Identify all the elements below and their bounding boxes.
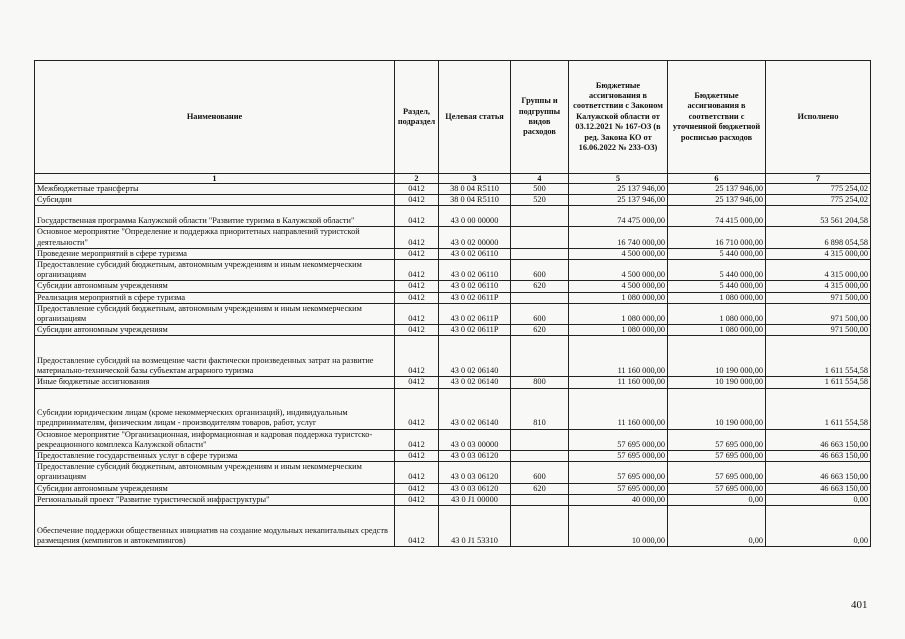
row-section-cell: 0412 — [395, 227, 439, 248]
row-group-cell — [511, 206, 569, 227]
page-number: 401 — [851, 599, 868, 611]
row-law-amount-cell: 4 500 000,00 — [569, 248, 668, 259]
row-roll-amount-cell: 0,00 — [668, 494, 766, 505]
table-row — [35, 184, 871, 195]
row-section-cell: 0412 — [395, 336, 439, 377]
table-row — [35, 388, 871, 429]
row-executed-amount-cell: 971 500,00 — [766, 325, 871, 336]
header-article: Целевая статья — [439, 61, 511, 174]
row-section-cell: 0412 — [395, 184, 439, 195]
row-article-cell: 43 0 02 00000 — [439, 227, 511, 248]
table-row — [35, 494, 871, 505]
table-row — [35, 377, 871, 388]
row-executed-amount-cell: 4 315 000,00 — [766, 248, 871, 259]
row-section-cell: 0412 — [395, 195, 439, 206]
row-section-cell: 0412 — [395, 388, 439, 429]
row-name-cell: Предоставление субсидий бюджетным, автономным учреждениям и иным некоммерческим организациям — [35, 303, 395, 324]
row-law-amount-cell: 25 137 946,00 — [569, 195, 668, 206]
row-executed-amount-cell: 46 663 150,00 — [766, 451, 871, 462]
row-section-cell: 0412 — [395, 451, 439, 462]
row-name-cell: Межбюджетные трансферты — [35, 184, 395, 195]
row-roll-amount-cell: 25 137 946,00 — [668, 184, 766, 195]
row-article-cell: 43 0 02 0611Р — [439, 325, 511, 336]
row-executed-amount-cell: 6 898 054,58 — [766, 227, 871, 248]
row-executed-amount-cell: 1 611 554,58 — [766, 377, 871, 388]
row-group-cell — [511, 451, 569, 462]
row-name-cell: Государственная программа Калужской области "Развитие туризма в Калужской области" — [35, 206, 395, 227]
row-name-cell: Предоставление субсидий на возмещение части фактически произведенных затрат на развитие материально-технической базы субъектам аграрного туризма — [35, 336, 395, 377]
row-law-amount-cell: 40 000,00 — [569, 494, 668, 505]
row-name-cell: Субсидии юридическим лицам (кроме некоммерческих организаций), индивидуальным предпринимателям, физическим лицам - производителям товаров, работ, услуг — [35, 388, 395, 429]
row-executed-amount-cell: 53 561 204,58 — [766, 206, 871, 227]
row-article-cell: 43 0 02 06140 — [439, 336, 511, 377]
row-group-cell — [511, 506, 569, 547]
row-roll-amount-cell: 57 695 000,00 — [668, 462, 766, 483]
row-group-cell: 500 — [511, 184, 569, 195]
row-executed-amount-cell: 971 500,00 — [766, 303, 871, 324]
table-row — [35, 195, 871, 206]
row-section-cell: 0412 — [395, 494, 439, 505]
row-roll-amount-cell: 5 440 000,00 — [668, 281, 766, 292]
row-law-amount-cell: 11 160 000,00 — [569, 377, 668, 388]
row-name-cell: Предоставление субсидий бюджетным, автономным учреждениям и иным некоммерческим организациям — [35, 462, 395, 483]
row-article-cell: 43 0 03 00000 — [439, 429, 511, 450]
table-row — [35, 506, 871, 547]
row-law-amount-cell: 57 695 000,00 — [569, 462, 668, 483]
row-section-cell: 0412 — [395, 281, 439, 292]
header-law-assignments: Бюджетные ассигнования в соответствии с Законом Калужской области от 03.12.2021 № 167-ОЗ (в ред. Закона КО от 16.06.2022 № 233-ОЗ) — [569, 61, 668, 174]
row-law-amount-cell: 1 080 000,00 — [569, 303, 668, 324]
row-group-cell: 620 — [511, 483, 569, 494]
row-name-cell: Субсидии автономным учреждениям — [35, 281, 395, 292]
row-roll-amount-cell: 74 415 000,00 — [668, 206, 766, 227]
row-article-cell: 43 0 02 06140 — [439, 388, 511, 429]
row-executed-amount-cell: 4 315 000,00 — [766, 281, 871, 292]
row-executed-amount-cell: 0,00 — [766, 494, 871, 505]
row-executed-amount-cell: 4 315 000,00 — [766, 260, 871, 281]
column-number: 1 — [35, 174, 395, 184]
table-row — [35, 206, 871, 227]
row-section-cell: 0412 — [395, 377, 439, 388]
row-executed-amount-cell: 1 611 554,58 — [766, 336, 871, 377]
row-name-cell: Обеспечение поддержки общественных инициатив на создание модульных некапитальных средств размещения (кемпингов и автокемпингов) — [35, 506, 395, 547]
row-article-cell: 43 0 02 06110 — [439, 260, 511, 281]
row-section-cell: 0412 — [395, 506, 439, 547]
row-group-cell: 810 — [511, 388, 569, 429]
row-article-cell: 38 0 04 R5110 — [439, 195, 511, 206]
header-executed: Исполнено — [766, 61, 871, 174]
column-number: 2 — [395, 174, 439, 184]
row-group-cell — [511, 248, 569, 259]
row-section-cell: 0412 — [395, 483, 439, 494]
header-roll-assignments: Бюджетные ассигнования в соответствии с уточненной бюджетной росписью расходов — [668, 61, 766, 174]
row-article-cell: 43 0 02 06140 — [439, 377, 511, 388]
row-name-cell: Основное мероприятие "Организационная, информационная и кадровая поддержка туристско-рекреационного комплекса Калужской области" — [35, 429, 395, 450]
table-row — [35, 483, 871, 494]
row-section-cell: 0412 — [395, 325, 439, 336]
row-law-amount-cell: 57 695 000,00 — [569, 429, 668, 450]
row-law-amount-cell: 16 740 000,00 — [569, 227, 668, 248]
row-law-amount-cell: 4 500 000,00 — [569, 260, 668, 281]
row-group-cell: 600 — [511, 303, 569, 324]
column-number: 4 — [511, 174, 569, 184]
column-number: 6 — [668, 174, 766, 184]
row-group-cell — [511, 292, 569, 303]
row-law-amount-cell: 57 695 000,00 — [569, 483, 668, 494]
row-article-cell: 43 0 00 00000 — [439, 206, 511, 227]
row-roll-amount-cell: 10 190 000,00 — [668, 336, 766, 377]
row-executed-amount-cell: 46 663 150,00 — [766, 483, 871, 494]
row-executed-amount-cell: 0,00 — [766, 506, 871, 547]
table-row — [35, 292, 871, 303]
row-executed-amount-cell: 775 254,02 — [766, 184, 871, 195]
row-article-cell: 38 0 04 R5110 — [439, 184, 511, 195]
row-roll-amount-cell: 16 710 000,00 — [668, 227, 766, 248]
table-row — [35, 227, 871, 248]
table-row — [35, 429, 871, 450]
row-roll-amount-cell: 1 080 000,00 — [668, 303, 766, 324]
row-law-amount-cell: 74 475 000,00 — [569, 206, 668, 227]
column-number: 7 — [766, 174, 871, 184]
row-article-cell: 43 0 02 06110 — [439, 248, 511, 259]
table-row — [35, 281, 871, 292]
row-roll-amount-cell: 0,00 — [668, 506, 766, 547]
row-law-amount-cell: 10 000,00 — [569, 506, 668, 547]
row-group-cell — [511, 429, 569, 450]
row-roll-amount-cell: 57 695 000,00 — [668, 483, 766, 494]
row-name-cell: Предоставление государственных услуг в сфере туризма — [35, 451, 395, 462]
row-executed-amount-cell: 46 663 150,00 — [766, 429, 871, 450]
row-group-cell — [511, 227, 569, 248]
row-group-cell: 800 — [511, 377, 569, 388]
row-article-cell: 43 0 02 06110 — [439, 281, 511, 292]
table-body — [35, 184, 871, 547]
row-group-cell: 600 — [511, 462, 569, 483]
header-groups: Группы и подгруппы видов расходов — [511, 61, 569, 174]
row-executed-amount-cell: 1 611 554,58 — [766, 388, 871, 429]
row-roll-amount-cell: 57 695 000,00 — [668, 429, 766, 450]
column-number-row — [35, 174, 871, 184]
table-header-row — [35, 61, 871, 174]
row-group-cell — [511, 336, 569, 377]
row-article-cell: 43 0 02 0611Р — [439, 303, 511, 324]
table-row — [35, 248, 871, 259]
row-law-amount-cell: 57 695 000,00 — [569, 451, 668, 462]
budget-table — [34, 60, 871, 547]
row-article-cell: 43 0 02 0611Р — [439, 292, 511, 303]
row-section-cell: 0412 — [395, 206, 439, 227]
row-name-cell: Основное мероприятие "Определение и поддержка приоритетных направлений туристской деятельности" — [35, 227, 395, 248]
row-group-cell: 620 — [511, 325, 569, 336]
row-roll-amount-cell: 10 190 000,00 — [668, 388, 766, 429]
row-law-amount-cell: 1 080 000,00 — [569, 292, 668, 303]
row-article-cell: 43 0 03 06120 — [439, 451, 511, 462]
column-number: 5 — [569, 174, 668, 184]
table-row — [35, 336, 871, 377]
row-section-cell: 0412 — [395, 248, 439, 259]
row-name-cell: Региональный проект "Развитие туристической инфраструктуры" — [35, 494, 395, 505]
table-row — [35, 325, 871, 336]
row-name-cell: Проведение мероприятий в сфере туризма — [35, 248, 395, 259]
table-row — [35, 462, 871, 483]
row-article-cell: 43 0 J1 53310 — [439, 506, 511, 547]
row-roll-amount-cell: 10 190 000,00 — [668, 377, 766, 388]
row-article-cell: 43 0 J1 00000 — [439, 494, 511, 505]
row-section-cell: 0412 — [395, 429, 439, 450]
row-name-cell: Реализация мероприятий в сфере туризма — [35, 292, 395, 303]
row-name-cell: Субсидии автономным учреждениям — [35, 325, 395, 336]
row-executed-amount-cell: 46 663 150,00 — [766, 462, 871, 483]
row-group-cell — [511, 494, 569, 505]
row-executed-amount-cell: 971 500,00 — [766, 292, 871, 303]
row-executed-amount-cell: 775 254,02 — [766, 195, 871, 206]
row-roll-amount-cell: 1 080 000,00 — [668, 325, 766, 336]
table-row — [35, 303, 871, 324]
row-law-amount-cell: 4 500 000,00 — [569, 281, 668, 292]
row-article-cell: 43 0 03 06120 — [439, 483, 511, 494]
row-roll-amount-cell: 5 440 000,00 — [668, 248, 766, 259]
row-name-cell: Предоставление субсидий бюджетным, автономным учреждениям и иным некоммерческим организациям — [35, 260, 395, 281]
row-law-amount-cell: 1 080 000,00 — [569, 325, 668, 336]
row-roll-amount-cell: 1 080 000,00 — [668, 292, 766, 303]
row-name-cell: Иные бюджетные ассигнования — [35, 377, 395, 388]
row-section-cell: 0412 — [395, 292, 439, 303]
column-number: 3 — [439, 174, 511, 184]
row-roll-amount-cell: 57 695 000,00 — [668, 451, 766, 462]
row-section-cell: 0412 — [395, 462, 439, 483]
row-group-cell: 620 — [511, 281, 569, 292]
row-roll-amount-cell: 25 137 946,00 — [668, 195, 766, 206]
header-name: Наименование — [35, 61, 395, 174]
row-law-amount-cell: 11 160 000,00 — [569, 388, 668, 429]
row-name-cell: Субсидии автономным учреждениям — [35, 483, 395, 494]
row-section-cell: 0412 — [395, 303, 439, 324]
row-group-cell: 520 — [511, 195, 569, 206]
table-row — [35, 260, 871, 281]
row-name-cell: Субсидии — [35, 195, 395, 206]
table-row — [35, 451, 871, 462]
row-group-cell: 600 — [511, 260, 569, 281]
row-article-cell: 43 0 03 06120 — [439, 462, 511, 483]
row-section-cell: 0412 — [395, 260, 439, 281]
header-section: Раздел, подраздел — [395, 61, 439, 174]
row-law-amount-cell: 25 137 946,00 — [569, 184, 668, 195]
row-law-amount-cell: 11 160 000,00 — [569, 336, 668, 377]
row-roll-amount-cell: 5 440 000,00 — [668, 260, 766, 281]
